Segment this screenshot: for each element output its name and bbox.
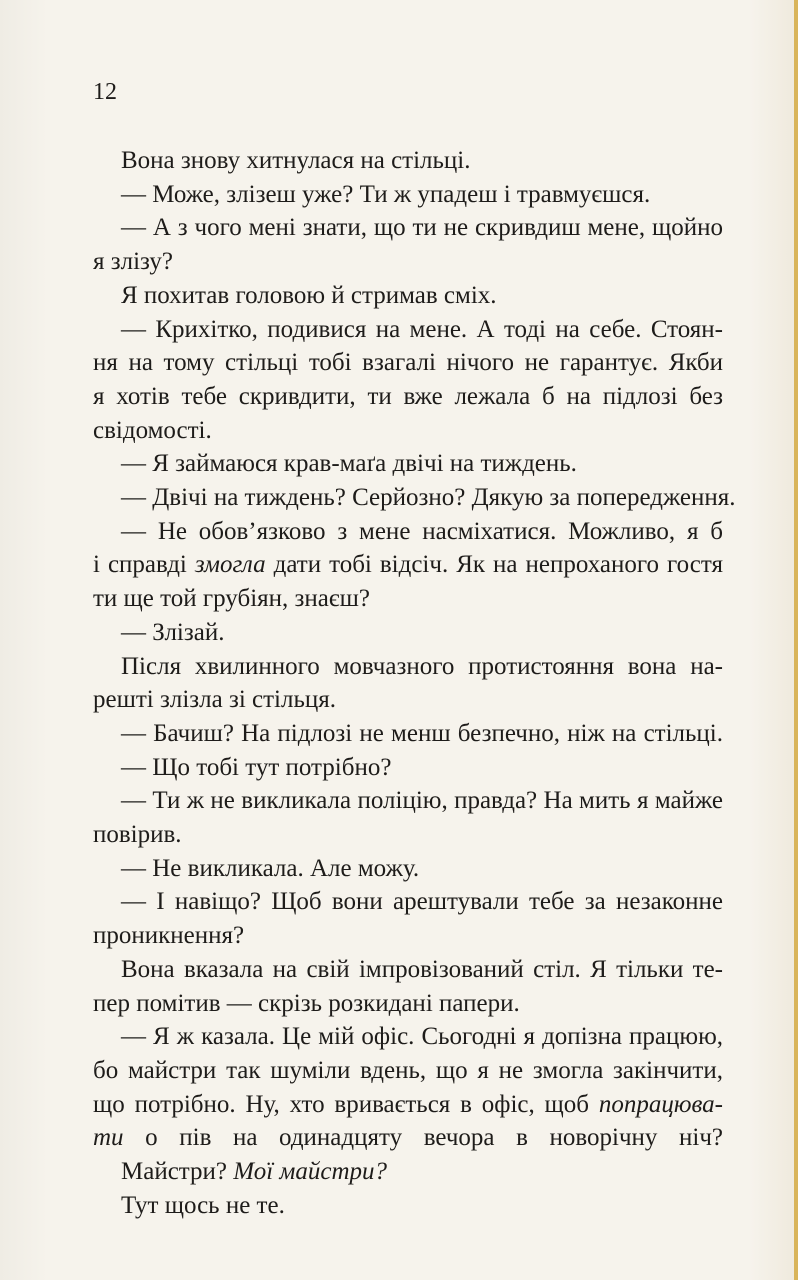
text-line: — Може, злізеш уже? Ти ж упадеш і травмуєшся. [121, 180, 651, 208]
page-number: 12 [93, 79, 117, 105]
text-run: о пів на одинадцяту вечора в новорічну ніч? [123, 1124, 723, 1152]
text-line: я хотів тебе скривдити, ти вже лежала б на підлозі без [93, 382, 723, 410]
text-run: дати тобі відсіч. Як на непроханого гостя [265, 551, 723, 579]
text-line: — Злізай. [121, 618, 225, 646]
italic-emphasis: Мої майстри? [233, 1158, 388, 1186]
text-line: ня на тому стільці тобі взагалі нічого не гарантує. Якби [93, 349, 723, 377]
text-run: і справді [93, 551, 195, 579]
text-line: Вона вказала на свій імпровізований стіл. Я тільки те- [121, 955, 723, 983]
italic-emphasis: попрацюва- [598, 1090, 723, 1118]
text-line: — Ти ж не викликала поліцію, правда? На мить я майже [121, 787, 723, 815]
text-line: Вона знову хитнулася на стільці. [121, 147, 471, 174]
text-line: — Не викликала. Але можу. [121, 854, 420, 882]
text-line: повірив. [93, 821, 182, 849]
text-line [93, 548, 723, 582]
text-line: — А з чого мені знати, що ти не скривдиш мене, щойно [121, 214, 723, 242]
text-line: пер помітив — скрізь розкидані папери. [93, 989, 520, 1017]
text-line: ти ще той грубіян, знаєш? [93, 585, 370, 613]
text-run: Майстри? [121, 1158, 234, 1186]
text-line: Я похитав головою й стримав сміх. [121, 281, 497, 309]
text-line: — Крихітко, подивися на мене. А тоді на себе. Стоян- [121, 315, 723, 343]
text-line: решті злізла зі стільця. [93, 686, 337, 714]
text-line: — Я займаюся крав-маґа двічі на тиждень. [121, 450, 577, 478]
text-line: — Я ж казала. Це мій офіс. Сьогодні я допізна працюю, [121, 1023, 723, 1051]
text-line: проникнення? [93, 922, 245, 950]
text-line: — Двічі на тиждень? Серйозно? Дякую за попередження. [121, 484, 736, 512]
text-line: свідомості. [93, 416, 212, 444]
text-line [93, 1155, 723, 1189]
text-line: — І навіщо? Щоб вони арештували тебе за незаконне [121, 888, 723, 916]
text-line: бо майстри так шуміли вдень, що я не змогла закінчити, [93, 1056, 723, 1084]
italic-emphasis: ти [93, 1124, 124, 1152]
text-line [93, 1121, 723, 1155]
text-line [93, 1088, 723, 1122]
italic-emphasis: змогла [194, 551, 266, 579]
body-text [93, 144, 736, 1223]
page-edge [794, 0, 798, 1280]
text-line: Після хвилинного мовчазного протистояння вона на- [121, 652, 723, 680]
text-line: — Не обов’язково з мене насміхатися. Можливо, я б [121, 517, 723, 545]
text-line: я злізу? [93, 248, 173, 276]
text-line: — Що тобі тут потрібно? [121, 753, 392, 781]
text-line: Тут щось не те. [121, 1191, 285, 1219]
text-line: — Бачиш? На підлозі не менш безпечно, ніж на стільці. [121, 719, 723, 747]
text-run: що потрібно. Ну, хто вривається в офіс, щоб [93, 1090, 599, 1118]
